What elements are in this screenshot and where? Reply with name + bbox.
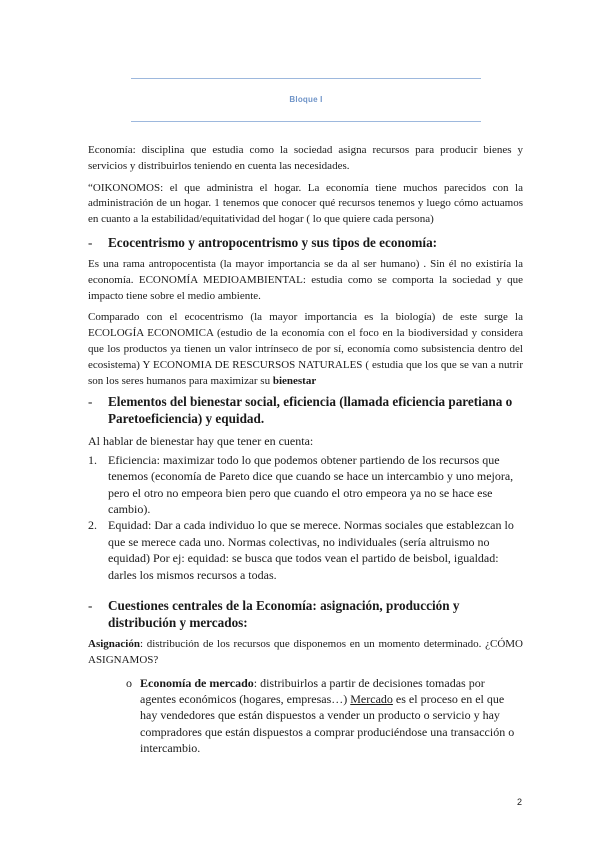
bold-term: bienestar bbox=[272, 374, 317, 387]
document-body bbox=[88, 143, 523, 757]
heading-text: Ecocentrismo y antropocentrismo y sus tipos de economía: bbox=[108, 234, 438, 250]
underlined-term: Mercado bbox=[350, 692, 393, 707]
section-heading-ecocentrismo bbox=[88, 234, 523, 251]
intro-paragraph-2: “OIKONOMOS: el que administra el hogar. La economía tiene muchos parecidos con la administración de un hogar. 1 tenemos que conocer qué recursos tenemos y luego cómo actuamos en cuanto a la estabilidad/equitatividad del hogar ( lo que quiere cada persona) bbox=[88, 181, 523, 226]
list-item bbox=[88, 452, 523, 518]
bullet-dash: - bbox=[88, 394, 93, 410]
header-rule-top bbox=[131, 78, 481, 79]
section-heading-cuestiones bbox=[88, 597, 523, 631]
sub-bullet-marker: o bbox=[126, 675, 132, 690]
page-number: 2 bbox=[516, 797, 522, 807]
list-item bbox=[88, 517, 523, 583]
section1-paragraph-2 bbox=[88, 310, 523, 389]
intro-paragraph-1: Economía: disciplina que estudia como la sociedad asigna recursos para producir bienes y servicios y distribuirlos teniendo en cuenta las necesidades. bbox=[88, 144, 523, 172]
header-title: Bloque I bbox=[289, 95, 323, 104]
bullet-dash: - bbox=[88, 598, 93, 614]
bullet-dash: - bbox=[88, 234, 93, 250]
section-heading-bienestar bbox=[88, 393, 523, 427]
text-part: es el proceso en el que hay vendedores que están dispuestos a vender un producto o servicio y hay compradores que están dispuestos a comprar produciéndose una transacción o intercambio. bbox=[140, 692, 515, 756]
bold-term: Asignación bbox=[88, 638, 140, 651]
text-part: : distribuirlos a partir de decisiones tomadas por agentes económicos (hogares, empresas…) bbox=[140, 675, 485, 707]
heading-text: Cuestiones centrales de la Economía: asignación, producción y distribución y mercados: bbox=[108, 598, 460, 631]
sub-list-item bbox=[126, 675, 523, 757]
list-number: 2. bbox=[88, 518, 97, 533]
list-text: Equidad: Dar a cada individuo lo que se merece. Normas sociales que establezcan lo que se merece cada uno. Normas colectivas, no individuales (sería altruismo no equidad) Por ej: equidad: se busca que todos vean el partido de beisbol, igualdad: darles los mismos recursos a todas. bbox=[108, 518, 514, 582]
paragraph-text: : distribución de los recursos que disponemos en un momento determinado. ¿CÓMO ASIGNAMOS? bbox=[88, 638, 523, 666]
bold-term: Economía de mercado bbox=[140, 675, 254, 690]
heading-text: Elementos del bienestar social, eficiencia (llamada eficiencia paretiana o Paretoeficiencia) y equidad. bbox=[108, 394, 513, 427]
asignacion-paragraph bbox=[88, 637, 523, 669]
list-number: 1. bbox=[88, 452, 97, 467]
paragraph-text: Comparado con el ecocentrismo (la mayor importancia es la biología) de este surge la ECOLOGÍA ECONOMICA (estudio de la economía con el foco en la biodiversidad y considera que los productos ya tienen un valor intrínseco de por sí, economía como subsistencia dentro del ecosistema) Y ECONOMIA DE RESCURSOS NATURALES ( estudia que los que se van a nutrir son los seres humanos para maximizar su bbox=[88, 311, 523, 387]
list-text: Eficiencia: maximizar todo lo que podemos obtener partiendo de los recursos que tenemos (economía de Pareto dice que cuando se hace un intercambio y uno mejora, pero el otro no empeora bien pero que cuando el otro empeora ya no se hace ese cambio). bbox=[108, 452, 514, 516]
header-rule-bottom bbox=[131, 121, 481, 122]
section2-intro: Al hablar de bienestar hay que tener en cuenta: bbox=[88, 434, 314, 449]
sub-list-text bbox=[140, 675, 523, 757]
section1-paragraph-1: Es una rama antropocentista (la mayor importancia se da al ser humano) . Sin él no existiría la economía. ECONOMÍA MEDIOAMBIENTAL: estudia como se comporta la sociedad y que impacto tiene sobre el medio ambiente. bbox=[88, 257, 523, 302]
